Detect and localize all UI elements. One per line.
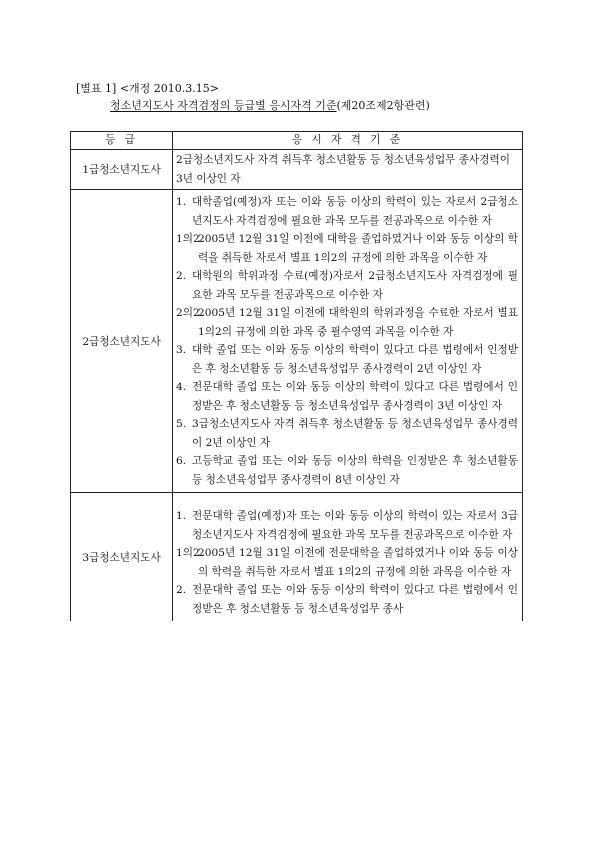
grade-cell: 1급청소년지도사 [71, 150, 173, 190]
item-text: 2005년 12월 31일 이전에 대학을 졸업하였거나 이와 동등 이상의 학력을 취득한 자로서 별표 1의2의 규정에 의한 과목을 이수한 자 [198, 233, 518, 264]
item-number: 2의2. [176, 307, 204, 319]
table-row [71, 493, 523, 622]
column-header-criteria: 응 시 자 격 기 준 [173, 132, 523, 150]
table-row [71, 150, 523, 190]
list-item [176, 230, 518, 267]
criteria-table [70, 131, 523, 621]
list-item [176, 267, 518, 304]
table-row [71, 190, 523, 493]
item-text: 3급청소년지도사 자격 취득후 청소년활동 등 청소년육성업무 종사경력이 2년 이상인 자 [192, 418, 518, 449]
item-text: 고등학교 졸업 또는 이와 동등 이상의 학력을 인정받은 후 청소년활동 등 청소년육성업무 종사경력이 8년 이상인 자 [192, 455, 518, 486]
item-number: 4. [176, 381, 187, 393]
item-number: 1. [176, 510, 187, 522]
title-main: 청소년지도사 자격검정의 등급별 응시자격 기준 [110, 99, 337, 112]
list-item [176, 193, 518, 230]
appendix-header: [별표 1] <개정 2010.3.15> [76, 82, 219, 95]
list-item [176, 544, 518, 581]
item-number: 5. [176, 418, 187, 430]
title-reference: (제20조제2항관련) [336, 99, 430, 112]
list-item [176, 378, 518, 415]
column-header-grade: 등 급 [71, 132, 173, 150]
item-number: 6. [176, 455, 187, 467]
item-text: 2005년 12월 31일 이전에 대학원의 학위과정을 수료한 자로서 별표 1의2의 규정에 의한 과목 중 필수영역 과목을 이수한 자 [198, 307, 518, 338]
list-item [176, 304, 518, 341]
item-text: 대학원의 학위과정 수료(예정)자로서 2급청소년지도사 자격검정에 필요한 과목 모두를 전공과목으로 이수한 자 [192, 270, 518, 301]
grade-cell: 3급청소년지도사 [71, 493, 173, 622]
table-header-row [71, 132, 523, 150]
item-number: 1. [176, 196, 187, 208]
criteria-cell [173, 190, 523, 493]
item-number: 1의2. [176, 547, 204, 559]
item-text: 2005년 12월 31일 이전에 전문대학을 졸업하였거나 이와 동등 이상의 학력을 취득한 자로서 별표 1의2의 규정에 의한 과목을 이수한 자 [198, 547, 518, 578]
list-item [176, 507, 518, 544]
item-text: 전문대학 졸업 또는 이와 동등 이상의 학력이 있다고 다른 법령에서 인정받은 후 청소년활동 등 청소년육성업무 종사경력이 3년 이상인 자 [192, 381, 518, 412]
item-text: 대학졸업(예정)자 또는 이와 동등 이상의 학력이 있는 자로서 2급청소년지도사 자격검정에 필요한 과목 모두를 전공과목으로 이수한 자 [192, 196, 518, 227]
grade-cell: 2급청소년지도사 [71, 190, 173, 493]
item-text: 전문대학 졸업(예정)자 또는 이와 동등 이상의 학력이 있는 자로서 3급청소년지도사 자격검정에 필요한 과목 모두를 전공과목으로 이수한 자 [192, 510, 518, 541]
item-text: 대학 졸업 또는 이와 동등 이상의 학력이 있다고 다른 법령에서 인정받은 후 청소년활동 등 청소년육성업무 종사경력이 2년 이상인 자 [192, 344, 518, 375]
criteria-cell [173, 150, 523, 190]
criteria-text: 2급청소년지도사 자격 취득후 청소년활동 등 청소년육성업무 종사경력이 3년 이상인 자 [176, 154, 510, 185]
criteria-cell [173, 493, 523, 622]
item-number: 2. [176, 584, 187, 596]
list-item [176, 341, 518, 378]
item-number: 1의2. [176, 233, 204, 245]
list-item [176, 415, 518, 452]
item-number: 3. [176, 344, 187, 356]
item-number: 2. [176, 270, 187, 282]
document-title [110, 97, 430, 113]
list-item [176, 581, 518, 618]
list-item [176, 452, 518, 489]
item-text: 전문대학 졸업 또는 이와 동등 이상의 학력이 있다고 다른 법령에서 인정받은 후 청소년활동 등 청소년육성업무 종사 [192, 584, 518, 615]
